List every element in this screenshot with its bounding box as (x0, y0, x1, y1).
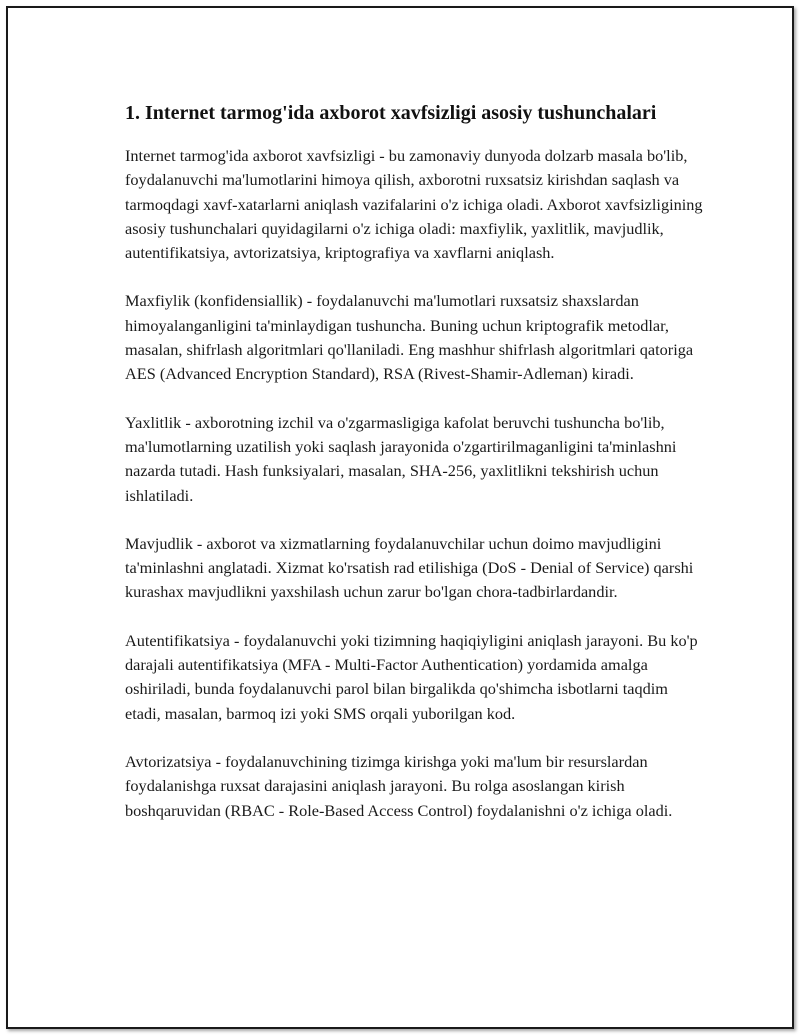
paragraph-confidentiality: Maxfiylik (konfidensiallik) - foydalanuvchi ma'lumotlari ruxsatsiz shaxslardan himoyalanganligini ta'minlaydigan tushuncha. Buning uchun kriptografik metodlar, masalan, shifrlash algoritmlari qo'llaniladi. Eng mashhur shifrlash algoritmlari qatoriga AES (Advanced Encryption Standard), RSA (Rivest-Shamir-Adleman) kiradi. (125, 291, 694, 384)
paragraph-integrity: Yaxlitlik - axborotning izchil va o'zgarmasligiga kafolat beruvchi tushuncha bo'lib, ma'lumotlarning uzatilish yoki saqlash jarayonida o'zgartirilmaganligini ta'minlashni nazarda tutadi. Hash funksiyalari, masalan, SHA-256, yaxlitlikni tekshirish uchun ishlatiladi. (125, 412, 677, 505)
document-body (125, 100, 705, 847)
paragraph-authentication: Autentifikatsiya - foydalanuvchi yoki tizimning haqiqiyligini aniqlash jarayoni. Bu ko'p darajali autentifikatsiya (MFA - Multi-Factor Authentication) yordamida amalga oshiriladi, bunda foydalanuvchi parol bilan birgalikda qo'shimcha isbotlarni taqdim etadi, masalan, barmoq izi yoki SMS orqali yuborilgan kod. (125, 630, 698, 723)
paragraph-availability: Mavjudlik - axborot va xizmatlarning foydalanuvchilar uchun doimo mavjudligini ta'minlashni anglatadi. Xizmat ko'rsatish rad etilishiga (DoS - Denial of Service) qarshi kurashax mavjudlikni yaxshilash uchun zarur bo'lgan chora-tadbirlardandir. (125, 533, 694, 602)
document-page (6, 6, 794, 1029)
paragraph-authorization: Avtorizatsiya - foydalanuvchining tizimga kirishga yoki ma'lum bir resurslardan foydalanishga ruxsat darajasini aniqlash jarayoni. Bu rolga asoslangan kirish boshqaruvidan (RBAC - Role-Based Access Control) foydalanishni o'z ichiga oladi. (125, 751, 673, 820)
section-heading: 1. Internet tarmog'ida axborot xavfsizligi asosiy tushunchalari (125, 102, 657, 124)
paragraph-intro: Internet tarmog'ida axborot xavfsizligi - bu zamonaviy dunyoda dolzarb masala bo'lib, foydalanuvchi ma'lumotlarini himoya qilish, axborotni ruxsatsiz kirishdan saqlash va tarmoqdagi xavf-xatarlarni aniqlash vazifalarini o'z ichiga oladi. Axborot xavfsizligining asosiy tushunchalari quyidagilarni o'z ichiga oladi: maxfiylik, yaxlitlik, mavjudlik, autentifikatsiya, avtorizatsiya, kriptografiya va xavflarni aniqlash. (125, 146, 703, 263)
